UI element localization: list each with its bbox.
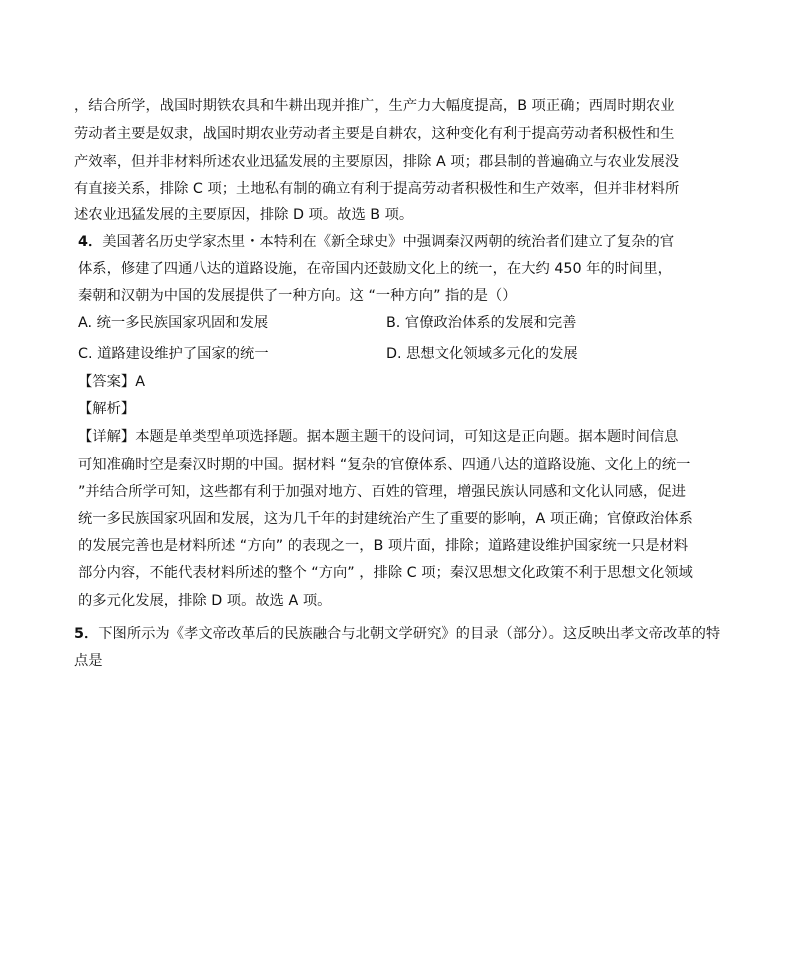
detail-line: 可知准确时空是秦汉时期的中国。据材料 “复杂的官僚体系、四通八达的道路设施、文化上的统一 (78, 457, 691, 473)
text-line: 有直接关系，排除 C 项；土地私有制的确立有利于提高劳动者积极性和生产效率，但并非材料所 (74, 181, 680, 197)
detail-line: ”并结合所学可知，这些都有利于加强对地方、百姓的管理，增强民族认同感和文化认同感，促进 (78, 484, 686, 500)
text-line: 劳动者主要是奴隶，战国时期农业劳动者主要是自耕农，这种变化有利于提高劳动者积极性和生 (74, 126, 675, 142)
question-stem-line (78, 232, 674, 252)
answer-value: A (135, 374, 145, 390)
detail-line (78, 427, 678, 447)
text-line: 产效率，但并非材料所述农业迅猛发展的主要原因，排除 A 项；郡县制的普遍确立与农业发展没 (74, 154, 680, 170)
option-b: B. 官僚政治体系的发展和完善 (386, 315, 577, 331)
detail-line: 的多元化发展，排除 D 项。故选 A 项。 (78, 593, 332, 609)
detail-line: 统一多民族国家巩固和发展，这为几千年的封建统治产生了重要的影响，A 项正确；官僚政治体系 (78, 511, 693, 527)
option-d: D. 思想文化领域多元化的发展 (386, 346, 578, 362)
analysis-label: 【解析】 (78, 401, 136, 417)
option-a: A. 统一多民族国家巩固和发展 (78, 315, 269, 331)
question-stem-line: 体系，修建了四通八达的道路设施，在帝国内还鼓励文化上的统一，在大约 450 年的时间里， (78, 261, 672, 277)
detail-label: 【详解】 (78, 429, 136, 445)
question-stem-line (74, 624, 720, 644)
question-number: 4． (78, 234, 103, 250)
detail-line: 的发展完善也是材料所述 “方向” 的表现之一，B 项片面，排除；道路建设维护国家统一只是材料 (78, 538, 689, 554)
text-line: ，结合所学，战国时期铁农具和牛耕出现并推广，生产力大幅度提高，B 项正确；西周时期农业 (74, 98, 675, 114)
question-stem-line: 点是 (74, 653, 103, 669)
option-c: C. 道路建设维护了国家的统一 (78, 346, 269, 362)
detail-text: 本题是单类型单项选择题。据本题主题干的设问词，可知这是正向题。据本题时间信息 (135, 429, 679, 445)
stem-text: 美国著名历史学家杰里・本特利在《新全球史》中强调秦汉两朝的统治者们建立了复杂的官 (102, 234, 675, 250)
answer-label: 【答案】 (78, 374, 136, 390)
detail-line: 部分内容，不能代表材料所述的整个 “方向” ，排除 C 项；秦汉思想文化政策不利于思想文化领域 (78, 565, 693, 581)
question-number: 5． (74, 626, 99, 642)
question-stem-line: 秦朝和汉朝为中国的发展提供了一种方向。这 “一种方向” 指的是（） (78, 288, 517, 304)
text-line: 述农业迅猛发展的主要原因，排除 D 项。故选 B 项。 (74, 207, 414, 223)
answer-line (78, 372, 145, 392)
stem-text: 下图所示为《孝文帝改革后的民族融合与北朝文学研究》的目录（部分）。这反映出孝文帝改革的特 (98, 626, 721, 642)
